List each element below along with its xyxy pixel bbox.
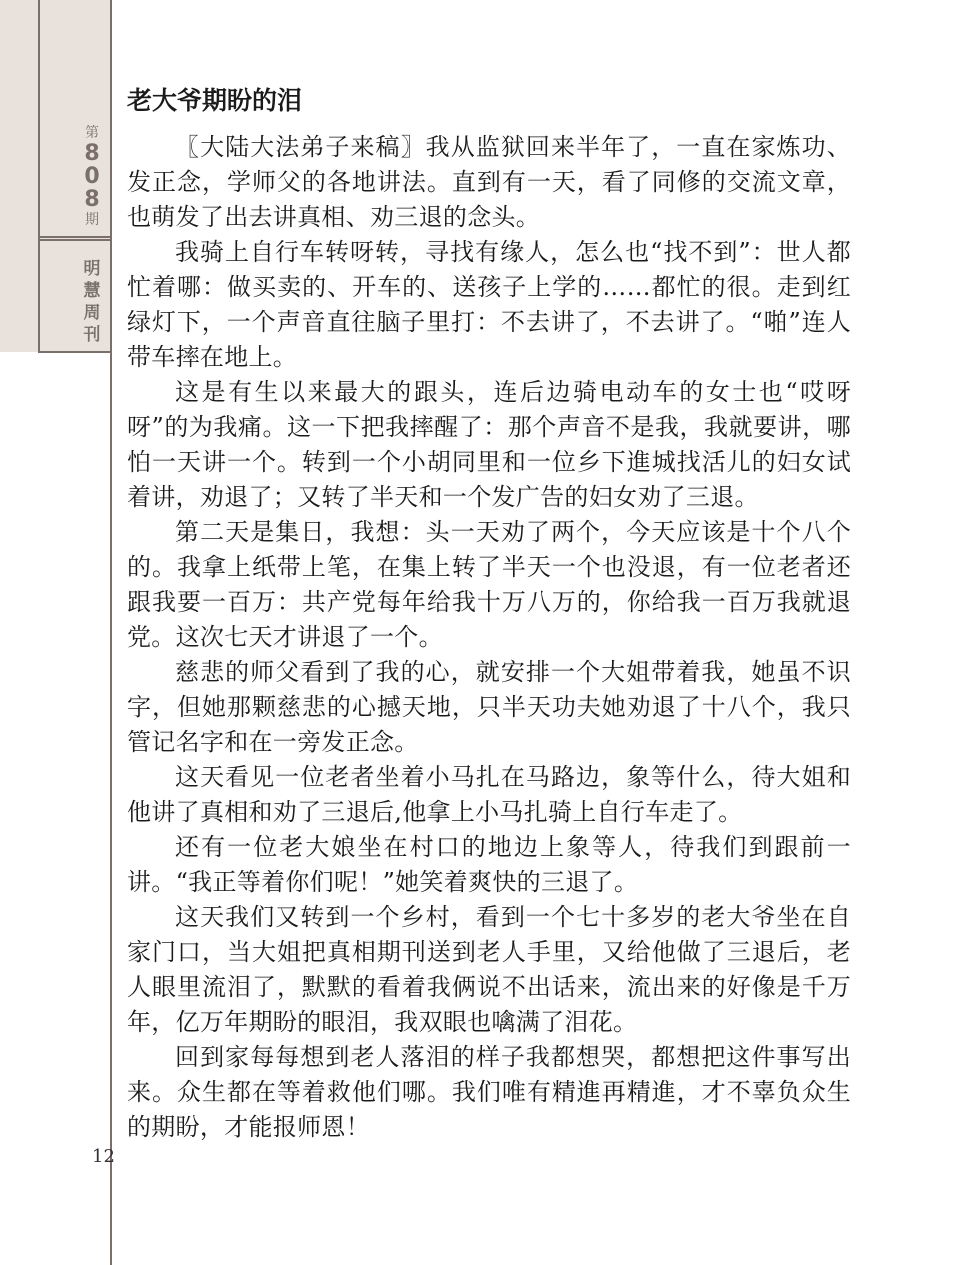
sidebar-divider	[38, 236, 110, 241]
magazine-char: 刊	[83, 325, 101, 345]
article-paragraph: 慈悲的师父看到了我的心，就安排一个大姐带着我，她虽不识字，但她那颗慈悲的心撼天地，只半天功夫她劝退了十八个，我只管记名字和在一旁发正念。	[127, 658, 851, 756]
article	[127, 84, 851, 1145]
magazine-char: 慧	[83, 281, 101, 301]
magazine-name	[74, 258, 110, 346]
magazine-char: 明	[83, 259, 101, 279]
article-paragraph: 这天我们又转到一个乡村，看到一个七十多岁的老大爷坐在自家门口，当大姐把真相期刊送到老人手里，又给他做了三退后，老人眼里流泪了，默默的看着我俩说不出话来，流出来的好像是千万年，亿万年期盼的眼泪，我双眼也噙满了泪花。	[127, 903, 851, 1036]
article-paragraph: 第二天是集日，我想：头一天劝了两个，今天应该是十个八个的。我拿上纸带上笔，在集上转了半天一个也没退，有一位老者还跟我要一百万：共产党每年给我十万八万的，你给我一百万我就退党。这次七天才讲退了一个。	[127, 518, 851, 651]
article-paragraph: 这天看见一位老者坐着小马扎在马路边，象等什么，待大姐和他讲了真相和劝了三退后,他拿上小马扎骑上自行车走了。	[127, 763, 851, 826]
issue-prefix: 第	[85, 125, 99, 141]
sidebar-right-rule	[110, 0, 112, 1265]
magazine-char: 周	[83, 303, 101, 323]
article-paragraph: 我骑上自行车转呀转，寻找有缘人，怎么也“找不到”：世人都忙着哪：做买卖的、开车的、送孩子上学的……都忙的很。走到红绿灯下，一个声音直往脑子里打：不去讲了，不去讲了。“啪”连人带车摔在地上。	[127, 238, 851, 371]
issue-digit: 0	[84, 164, 100, 189]
page-number: 12	[92, 1146, 115, 1167]
issue-digit: 8	[84, 141, 100, 166]
article-paragraph: 这是有生以来最大的跟头，连后边骑电动车的女士也“哎呀呀”的为我痛。这一下把我摔醒了：那个声音不是我，我就要讲，哪怕一天讲一个。转到一个小胡同里和一位乡下進城找活儿的妇女试着讲，劝退了；又转了半天和一个发广告的妇女劝了三退。	[127, 378, 851, 511]
issue-suffix: 期	[85, 212, 99, 228]
article-paragraph: 还有一位老大娘坐在村口的地边上象等人，待我们到跟前一讲。“我正等着你们呢！”她笑着爽快的三退了。	[127, 833, 851, 896]
article-title: 老大爷期盼的泪	[127, 86, 303, 115]
article-paragraph: 〖大陆大法弟子来稿〗我从监狱回来半年了，一直在家炼功、发正念，学师父的各地讲法。直到有一天，看了同修的交流文章，也萌发了出去讲真相、劝三退的念头。	[127, 133, 851, 231]
issue-number	[74, 124, 110, 229]
sidebar-bottom-rule	[38, 351, 112, 353]
sidebar-left-rule	[38, 0, 40, 352]
article-paragraph: 回到家每每想到老人落泪的样子我都想哭，都想把这件事写出来。众生都在等着救他们哪。我们唯有精進再精進，才不辜负众生的期盼，才能报师恩！	[127, 1043, 851, 1141]
issue-digit: 8	[84, 187, 100, 212]
